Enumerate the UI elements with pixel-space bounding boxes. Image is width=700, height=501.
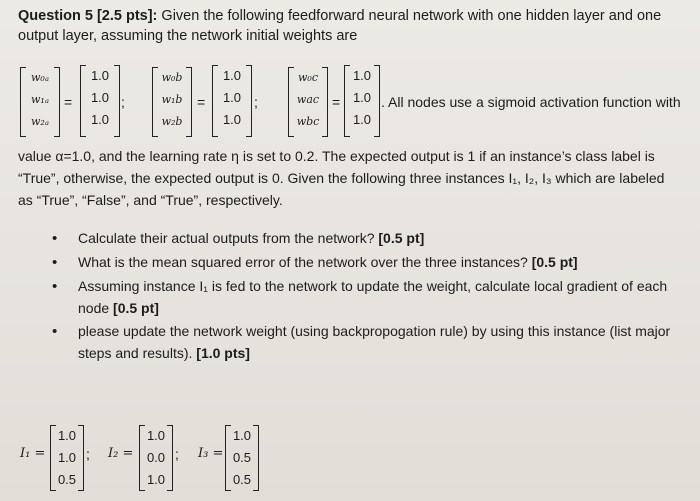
instance-value: 0.0 [146,450,166,465]
weight-value: 1.0 [222,90,242,105]
instance-value: 0.5 [232,450,252,465]
weight-value: 1.0 [90,90,110,105]
paragraph-line-3: as “True”, “False”, and “True”, respectively. [18,192,283,208]
weight-symbol: w₀c [298,71,318,84]
weight-values-b [212,65,252,137]
weight-symbol: w₀b [161,71,183,84]
instance-value: 0.5 [57,472,77,487]
instance-value: 1.0 [57,450,77,465]
weight-symbols-b [152,67,192,137]
weight-values-a [80,65,120,137]
weight-value: 1.0 [222,112,242,127]
task-3 [78,278,667,294]
instance-vector-3 [225,425,259,491]
task-4-cont [78,345,250,361]
paragraph-line-1: value α=1.0, and the learning rate η is set to 0.2. The expected output is 1 if an instance’s class label is [18,148,655,164]
instance-label-2: I₂ = [108,446,134,461]
weight-symbol: w₂b [161,115,183,128]
weight-value: 1.0 [90,68,110,83]
weight-value: 1.0 [222,68,242,83]
separator: ; [254,94,258,110]
task-text: Assuming instance I₁ is fed to the network to update the weight, calculate local gradient of each [78,278,668,294]
task-points: [0.5 pt] [113,300,159,316]
bullet-dot: • [52,323,58,340]
question-intro: Given the following feedforward neural network with one hidden layer and one [157,8,662,24]
instance-label-3: I₃ = [198,446,224,461]
weight-value: 1.0 [90,112,110,127]
separator: ; [86,446,90,462]
paragraph-line-2: “True”, otherwise, the expected output is 0. Given the following three instances I₁, I₂, I₃ which are labeled [18,170,665,186]
task-3-cont [78,300,159,316]
equals-sign: = [197,94,206,110]
weight-symbols-a [20,67,60,137]
task-points: [0.5 pt] [378,230,425,246]
weight-value: 1.0 [352,68,372,83]
question-heading: Question 5 [2.5 pts]: [18,8,158,24]
weight-values-c [344,65,380,137]
instance-vector-1 [50,425,84,491]
bullet-dot: • [52,230,58,247]
task-text: node [78,300,110,316]
instance-label-1: I₁ = [20,446,46,461]
instance-vector-2 [139,425,173,491]
weight-symbol: wbc [296,115,320,128]
task-points: [0.5 pt] [531,254,578,270]
weight-symbol: w₁ₐ [31,93,49,106]
weight-value: 1.0 [352,90,372,105]
instance-value: 1.0 [232,428,252,443]
task-4 [78,323,670,339]
task-text: Calculate their actual outputs from the network? [78,230,375,246]
weight-symbol: w₀ₐ [31,71,49,84]
question-title-line [18,8,661,24]
activation-note: . All nodes use a sigmoid activation function with [381,94,681,110]
question-intro-line2: output layer, assuming the network initial weights are [18,28,358,44]
weight-symbols-c [288,67,328,137]
task-text: please update the network weight (using backpropogation rule) by using this instance (list major [78,323,671,339]
weight-symbol: w₁b [161,93,183,106]
task-text: What is the mean squared error of the network over the three instances? [78,254,528,270]
instance-value: 1.0 [146,428,166,443]
bullet-dot: • [52,278,58,295]
bullet-dot: • [52,254,58,271]
task-1 [78,230,424,246]
task-points: [1.0 pts] [196,345,250,361]
instance-value: 1.0 [57,428,77,443]
task-2 [78,254,578,270]
weight-symbol: w₂ₐ [31,115,49,128]
instance-value: 0.5 [232,472,252,487]
weight-symbol: wac [296,93,320,106]
separator: ; [175,446,179,462]
task-text: steps and results). [78,345,193,361]
equals-sign: = [64,94,73,110]
instance-value: 1.0 [146,472,166,487]
separator: ; [121,94,125,110]
weight-value: 1.0 [352,112,372,127]
equals-sign: = [332,94,341,110]
